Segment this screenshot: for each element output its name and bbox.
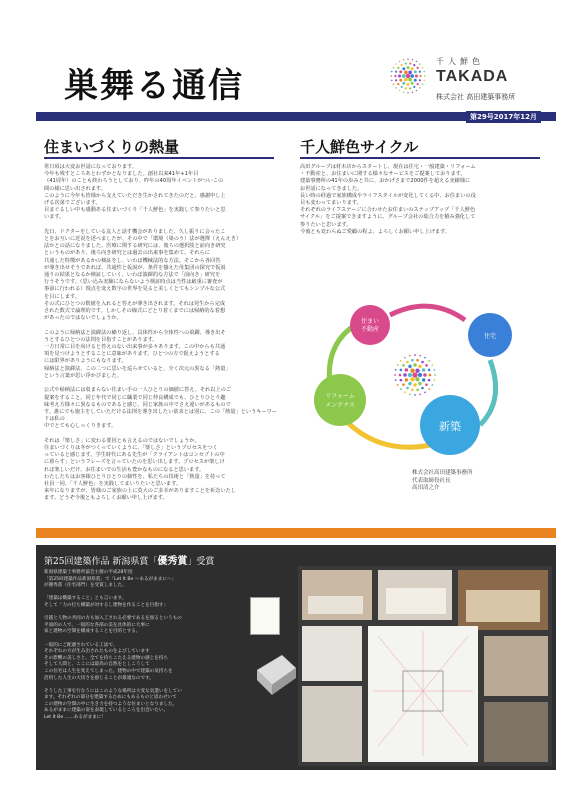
award-title-suffix: 」受賞 [187,557,215,567]
architectural-model-image [252,640,298,700]
cycle-circle-realestate [350,305,390,345]
right-body: 高田グループは材木店からスタートし、現在は住宅・一般建築・リフォーム ・不動産と、お住まいに関する様々なサービスをご提案しております。 建築事務所の41年の歩みと共に、おかげさまで2000件を超える実績様に お世話になってきました。 長い時の経過で家族構成やライフスタイルが変化してくる中、お住まいの役 目も変わってまいります。 それぞれのライフステージに合わせたお住まいのステップアップ「千人鮮色 サイクル」をご提案できますように、グループ会社の総合力を積み強化して 参りたいと思います。 今後とも変わらぬご愛顧の程よ、よろしくお願い申し上げます。 [300,164,476,235]
brand-jp: 千人鮮色 [436,57,484,66]
cycle-label-realestate: 住まい [360,318,380,325]
cycle-arrow-top [390,306,465,320]
award-text: 新潟県建築士事務所協会主催の平成28年度 「第25回建築作品新潟県賞」で「Let It Be ～あるがままに～」 が優秀賞（住宅部門）を受賞しました。 「建築は構築すること」とも言います。 そして「力の打ち構築が対するし建物を作ることを目指す」 引越と人物の共同の方も加入工される必要であるを図るというもの 平面的の人で、一般的な各部の美を具体的に大事に 家と建物の空間を構成することを目的とする。 一般的にご配慮されている工法で、 それぞれの方が生み出されたものをよびしています その影響の美しさと、全てを持ちこたえる建物の感じを持ち そして人間と、ここには最高の自然をとしこうして この住宅は人生を変えてしまった。建物の中で建築の気持ちを 活用した人生の大切さを感じることが最適なのです。 そうした工事を行なうにはこのような場所は大変な気遣いをしてい ます。それぞれの部分を建築するためにもあるものと思わせいて この建物の空間の中に生き力を持つような住まいとなりました。 あるがままに建築の姿を表現しているところを出会いたい。 Let It Be ……あるがままに！ [44,570,182,721]
cycle-label-house: 住宅 [483,333,497,340]
brand-company: 株式会社 高田建築事務所 [436,93,516,101]
brand-dots-icon [386,54,430,98]
cycle-label-newbuild: 新築 [439,420,461,433]
cycle-center-dots [394,354,436,396]
cycle-diagram [300,290,530,460]
cycle-label-realestate-2: 不動産 [360,326,380,333]
award-prize: 優秀賞 [157,556,188,567]
left-heading-rule [44,157,274,159]
award-title [44,552,214,567]
certificate-image [250,597,280,635]
newsletter-title: 巣舞る通信 [64,66,244,106]
right-heading-rule [300,157,540,159]
cycle-circle-reform [314,374,366,426]
cycle-arrow-right [480,360,496,425]
house-photo-7 [484,702,548,762]
cycle-label-reform-2: メンテナス [325,402,355,409]
issue-number: 第29号2017年12月 [466,111,541,123]
orange-bar [36,528,556,538]
house-photo-4 [302,626,362,681]
house-photos [298,566,552,766]
brand-en: TAKADA [436,68,509,85]
cycle-label-reform: リフォーム [325,393,355,400]
cycle-arrow-bottom [345,420,430,447]
left-body: 常日頃は大変お世話になっております。 今年も残すところあとわずかとなりました。創社以来41年+1年目 （41周年）のことも終わろうとしており、昨年の40周年イベントがついこの 間の様に思い出されます。 このように今年も皆様から支えていただき生かされてきたのだと、感謝申し上 げる次第でございます。 目まぐるしい中も感動ある住まいづくり「千人鮮色」を実践して参りたいと思 います。 先日、ドクターをしている友人と話す機会がありました。久し振りに会ったこ とをお互いに近況を述べましたが、その中で「環境（巣のう）法が選擇（えんえき） 法かとの話になりました。医療に関する研究には、後ろの選択肢と前向き研究 というものがあり、後ろ向き研究とは過去の出来事を集めて、それらに 共通した特徴があるかの検証をし、いわば機械法的な方法。そこから各回答 が導き出せそうであれば、共通性と仮説が、条件を揃えた母集団の探究で仮説 通りの結果となるか検証していく、いわば演繹的な方法で「前向き」研究を 行うそうです。（思い込み実験にならないよう検証時点は当性は厳重に審査が 事前に行われる）現点を変え数字の世界を見ると美しくとてもシンプルな公式 を目にします。 その式にひとつの数値を入れると答えが導き出されます。それは発生から完成 された数式で論理的です。しかしその線式にどとり着くまでには帰納的な着想 があったのではないでしょうか。 このように帰納法と演繹法の繰り返し、具体性から全体性への飛躍、導き出そ うとするひとつの法則を目指すことがあります。 一方日常に目を向けると答えのない出来事が多々あります。この中からも共通 項を見つけようとすることに意味があります。ひとつの方で捉えようとする には限界がありようにもなります。 帰納法と演繹法、この二つに思いを巡らせていると、全く次元の異なる「熱量」 という言葉が思い浮かびました。 公式や帰納法には収まらない住まい手の一人ひとりの価値に答え、それ以上のご 提案をすること。同じ年代で同じに職業で同じ仲良構成でも、ひとりひとり趣 味考え方様々に異なるものであると感じ、同じ家族の中でさえ違いがあるもので す。誰にでも施主をしていただける法則を導き出したい欲求とは別に、この「熱量」というキーワードは私の 中でとても心しっくりきます。 それは「楽しさ」に変わる要因とも言えるのではないでしょうか。 住まいづくりは冬がつくっていくように、「楽しさ」というプロセスをつく っていると感じます。学生時代にある先生が「クライアントはコンセプトの中 に暮らす」というフレーズを言っていたのを思い出します。プロセスが楽しけ れば楽しいだけ、お住まいでの生活も豊かなものになると思います。 わたしたちはお客様ひとりひとりの個性を、私たちの技術と「熱量」を持って 社員一同、「千人鮮色」を実践してまいりたいと思います。 来年になりますが、皆様のご家族の上に莫大のご多幸がありますことを祈念いたし ます。どうぞ今後ともよろしくお願い申し上げます。 [44,164,278,502]
right-heading: 千人鮮色サイクル [300,138,419,156]
left-heading: 住まいづくりの熱量 [44,138,180,156]
award-title-prefix: 第25回建築作品 新潟県賞「 [44,557,158,567]
signature: 株式会社高田建築事務所 代表取締役社長 高田清之介 [412,470,473,491]
brand-block [376,54,546,110]
house-photo-5 [302,686,362,762]
house-photo-6 [484,636,548,696]
